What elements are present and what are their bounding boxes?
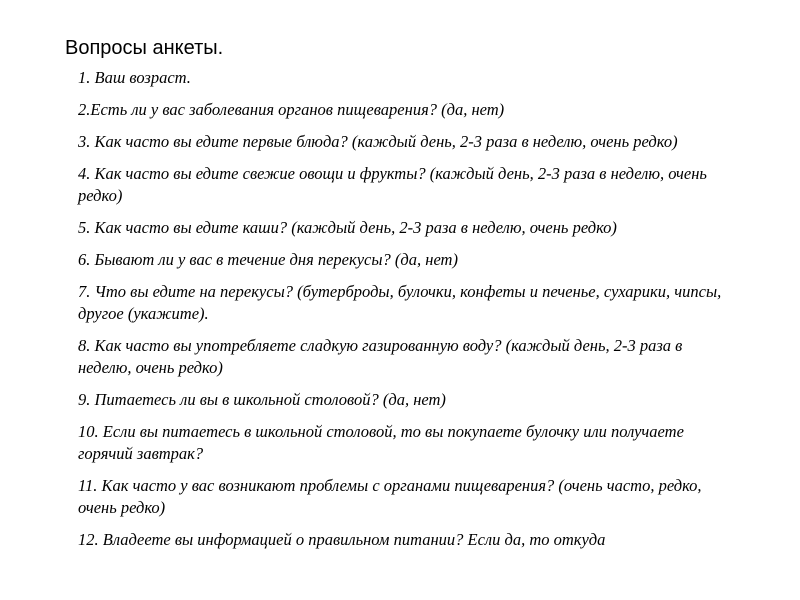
question-item: 4. Как часто вы едите свежие овощи и фрукты? (каждый день, 2-3 раза в неделю, очень редко) bbox=[78, 164, 707, 205]
question-item: 7. Что вы едите на перекусы? (бутерброды, булочки, конфеты и печенье, сухарики, чипсы, другое (укажите). bbox=[78, 282, 722, 323]
question-item: 2.Есть ли у вас заболевания органов пищеварения? (да, нет) bbox=[78, 100, 505, 119]
question-item: 9. Питаетесь ли вы в школьной столовой? (да, нет) bbox=[78, 390, 446, 409]
question-item: 8. Как часто вы употребляете сладкую газированную воду? (каждый день, 2-3 раза в неделю, очень редко) bbox=[78, 336, 683, 377]
question-list bbox=[78, 67, 738, 561]
question-item: 1. Ваш возраст. bbox=[78, 68, 191, 87]
question-item: 3. Как часто вы едите первые блюда? (каждый день, 2-3 раза в неделю, очень редко) bbox=[78, 132, 678, 151]
question-item: 10. Если вы питаетесь в школьной столовой, то вы покупаете булочку или получаете горячий завтрак? bbox=[78, 422, 684, 463]
question-item: 5. Как часто вы едите каши? (каждый день, 2-3 раза в неделю, очень редко) bbox=[78, 218, 617, 237]
question-item: 11. Как часто у вас возникают проблемы с органами пищеварения? (очень часто, редко, очень редко) bbox=[78, 476, 702, 517]
slide-title: Вопросы анкеты. bbox=[65, 37, 224, 59]
question-item: 6. Бывают ли у вас в течение дня перекусы? (да, нет) bbox=[78, 250, 458, 269]
question-item: 12. Владеете вы информацией о правильном питании? Если да, то откуда bbox=[78, 530, 606, 549]
